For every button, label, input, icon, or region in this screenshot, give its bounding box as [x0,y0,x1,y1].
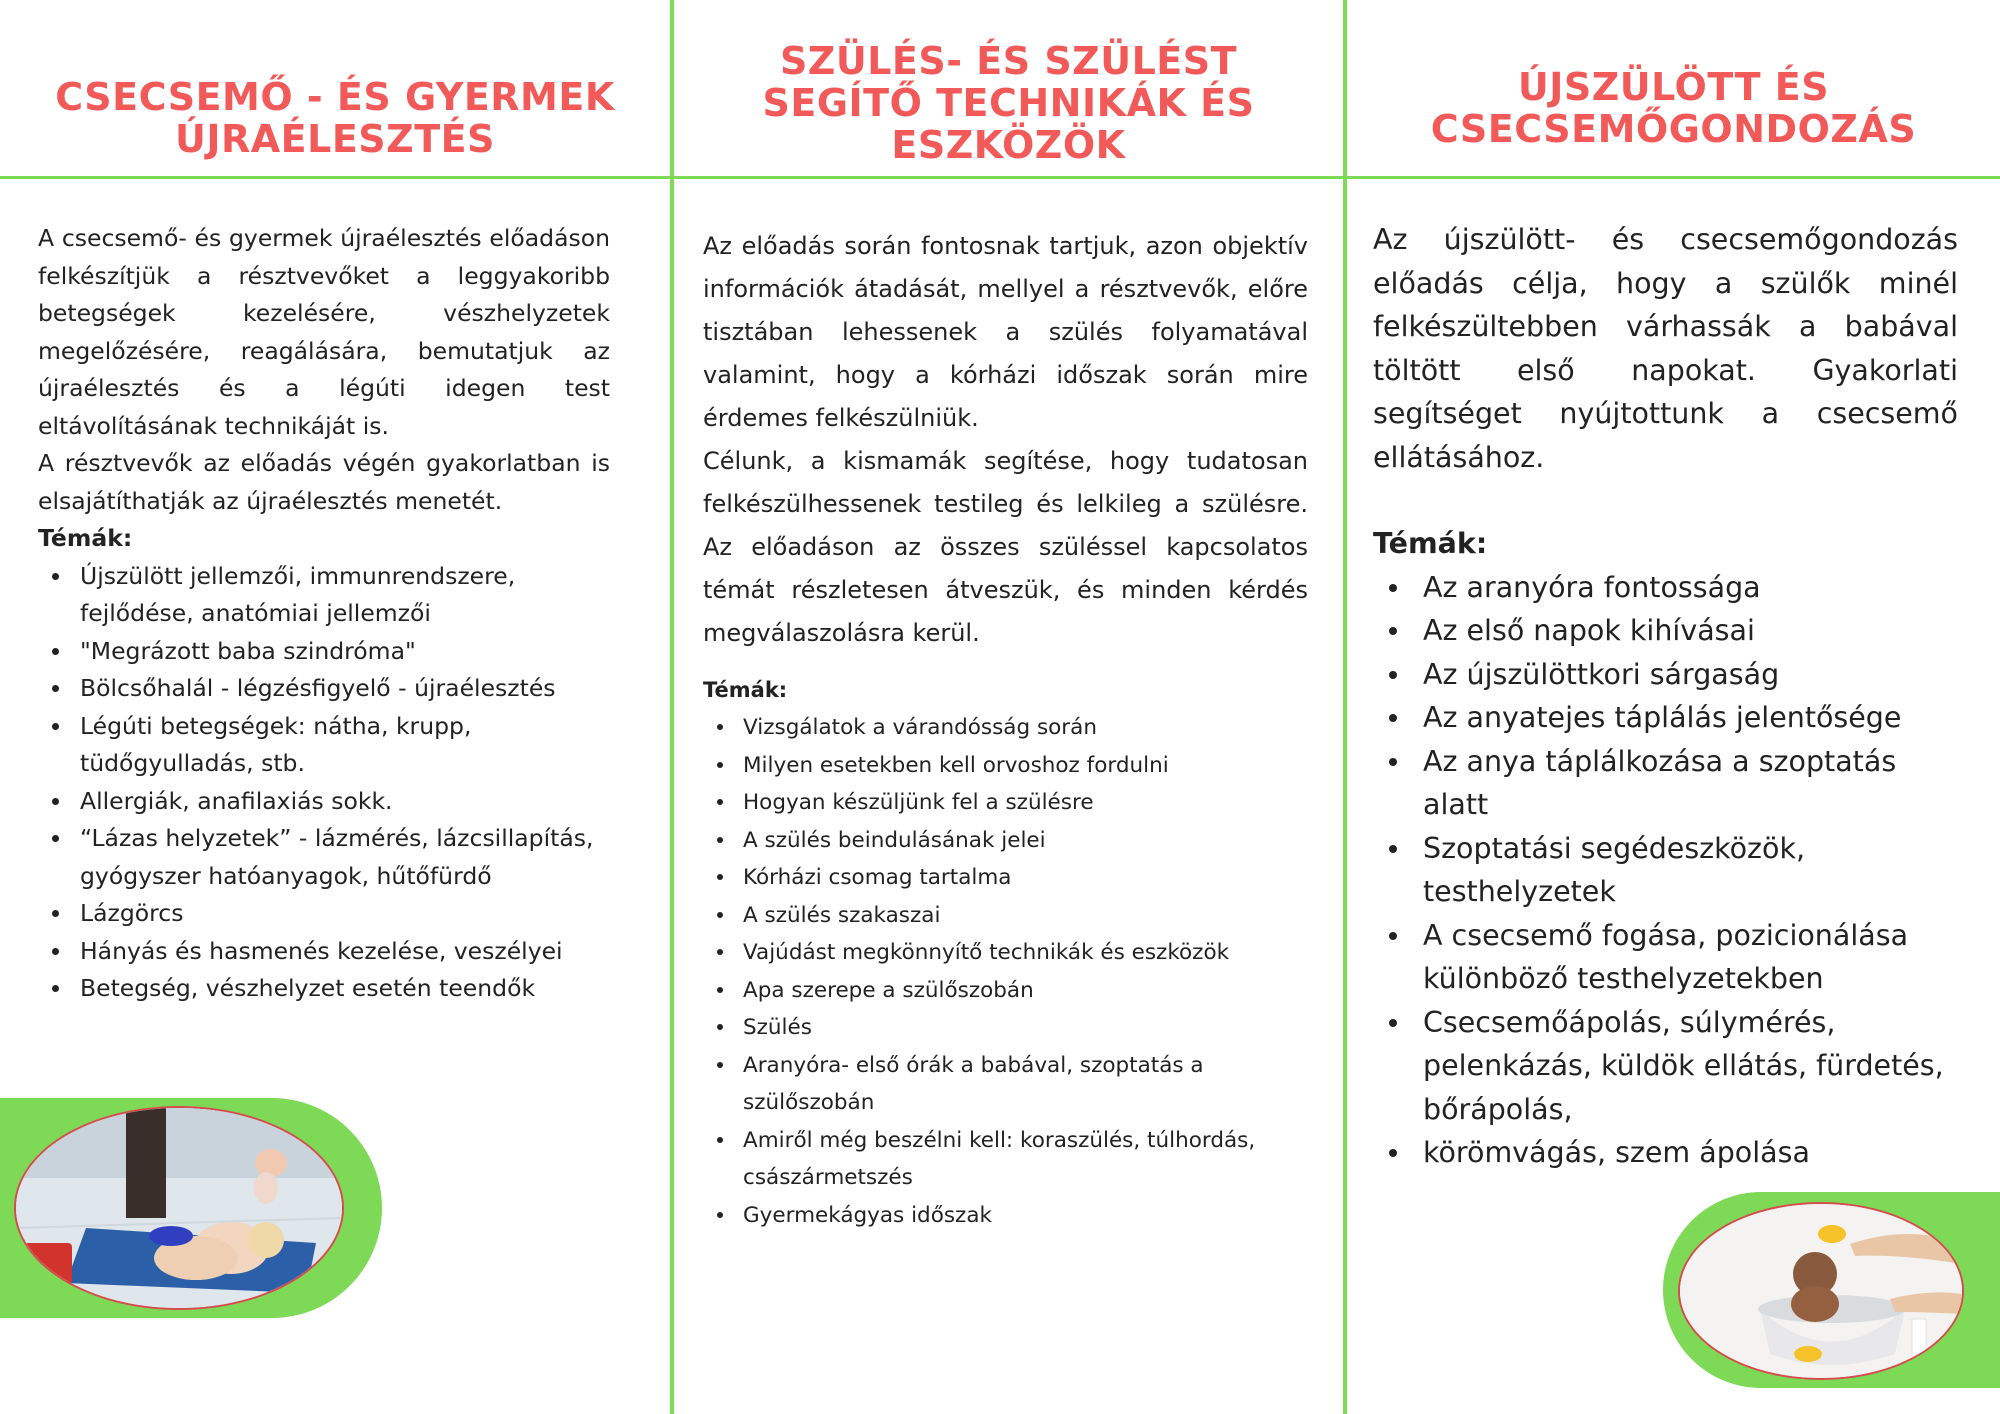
topic-item: Lázgörcs [38,895,610,933]
topic-item: Az aranyóra fontossága [1373,566,1958,610]
cpr-training-photo-icon [14,1106,344,1310]
column-body [1373,218,1958,1175]
topic-item: Gyermekágyas időszak [703,1197,1308,1235]
topic-item: A csecsemő fogása, pozicionálása különböző testhelyzetekben [1373,914,1958,1001]
topic-item: Az anya táplálkozása a szoptatás alatt [1373,740,1958,827]
topic-item: Allergiák, anafilaxiás sokk. [38,783,610,821]
topic-item: Hányás és hasmenés kezelése, veszélyei [38,933,610,971]
intro-paragraph: Célunk, a kismamák segítése, hogy tudatosan felkészülhessenek testileg és lelkileg a szülésre. Az előadáson az összes szüléssel kapcsolatos témát részletesen átveszük, és minden kérdés megválaszolásra kerül. [703,447,1308,647]
topic-item: Hogyan készüljünk fel a szülésre [703,784,1308,822]
topics-list [38,558,610,1008]
intro-paragraph: A csecsemő- és gyermek újraélesztés előadáson felkészítjük a résztvevőket a leggyakoribb betegségek kezelésére, vészhelyzetek megelőzésére, reagálására, bemutatjuk az újraélesztés és a légúti idegen test eltávolításának technikáját is. [38,224,610,440]
column-title: ÚJSZÜLÖTT ÉS CSECSEMŐGONDOZÁS [1430,65,1917,151]
topic-item: “Lázas helyzetek” - lázmérés, lázcsillapítás, gyógyszer hatóanyagok, hűtőfürdő [38,820,610,895]
intro-paragraph: A résztvevők az előadás végén gyakorlatban is elsajátíthatják az újraélesztés menetét. [38,449,610,515]
topic-item: Aranyóra- első órák a babával, szoptatás a szülőszobán [703,1047,1308,1122]
intro-paragraph: Az újszülött- és csecsemőgondozás előadás célja, hogy a szülők minél felkészültebben várhassák a babával töltött első napokat. Gyakorlati segítséget nyújtottunk a csecsemő ellátásához. [1373,223,1958,474]
topic-item: Légúti betegségek: nátha, krupp, tüdőgyulladás, stb. [38,708,610,783]
column-birth [674,0,1343,1414]
topic-item: Amiről még beszélni kell: koraszülés, túlhordás, császármetszés [703,1122,1308,1197]
topic-item: Bölcsőhalál - légzésfigyelő - újraélesztés [38,670,610,708]
topics-list [1373,566,1958,1175]
column-title: SZÜLÉS- ÉS SZÜLÉST SEGÍTŐ TECHNIKÁK ÉS ESZKÖZÖK [762,39,1255,167]
topic-item: Milyen esetekben kell orvoshoz fordulni [703,747,1308,785]
topic-item: A szülés szakaszai [703,897,1308,935]
topics-label: Témák: [38,524,133,552]
topic-item: Betegség, vészhelyzet esetén teendők [38,970,610,1008]
topic-item: Apa szerepe a szülőszobán [703,972,1308,1010]
column-title: CSECSEMŐ - ÉS GYERMEK ÚJRAÉLESZTÉS [55,75,615,161]
topic-item: Az újszülöttkori sárgaság [1373,653,1958,697]
topic-item: körömvágás, szem ápolása [1373,1131,1958,1175]
column-body [38,220,610,1008]
topics-label: Témák: [1373,527,1488,560]
topic-item: Vizsgálatok a várandósság során [703,709,1308,747]
topics-list [703,709,1308,1234]
baby-bath-photo-icon [1678,1202,1964,1380]
intro-paragraph: Az előadás során fontosnak tartjuk, azon objektív információk átadását, mellyel a résztvevők, előre tisztában lehessenek a szülés folyamatával valamint, hogy a kórházi időszak során mire érdemes felkészülniük. [703,232,1308,432]
topic-item: Vajúdást megkönnyítő technikák és eszközök [703,934,1308,972]
topic-item: Szülés [703,1009,1308,1047]
column-body [703,225,1308,1234]
topic-item: Az első napok kihívásai [1373,609,1958,653]
topic-item: Szoptatási segédeszközök, testhelyzetek [1373,827,1958,914]
topic-item: Kórházi csomag tartalma [703,859,1308,897]
topics-label: Témák: [703,678,788,702]
topic-item: Csecsemőápolás, súlymérés, pelenkázás, küldök ellátás, fürdetés, bőrápolás, [1373,1001,1958,1132]
topic-item: "Megrázott baba szindróma" [38,633,610,671]
topic-item: Újszülött jellemzői, immunrendszere, fejlődése, anatómiai jellemzői [38,558,610,633]
topic-item: Az anyatejes táplálás jelentősége [1373,696,1958,740]
topic-item: A szülés beindulásának jelei [703,822,1308,860]
